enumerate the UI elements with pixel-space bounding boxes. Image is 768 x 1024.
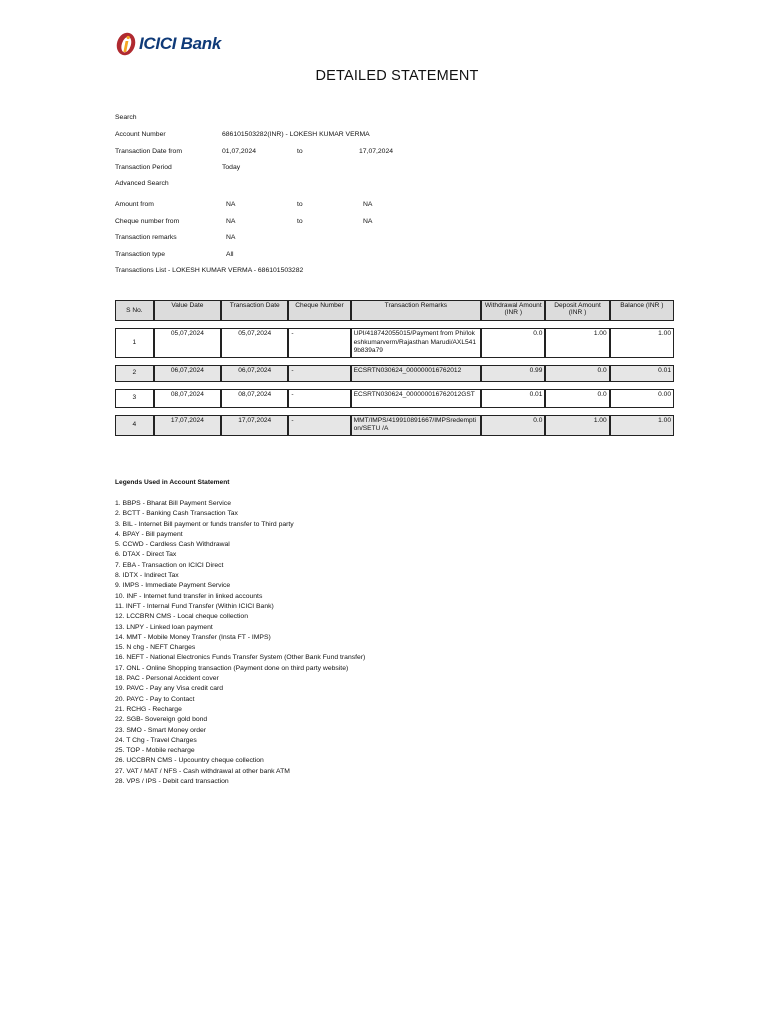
header-remarks: Transaction Remarks: [351, 300, 482, 321]
cell-withdrawal: 0.0: [481, 415, 545, 436]
type-label: Transaction type: [115, 251, 165, 258]
header-deposit: Deposit Amount (INR ): [545, 300, 609, 321]
cell-sno: 4: [115, 415, 154, 436]
cell-cheque: -: [288, 415, 350, 436]
cell-cheque: -: [288, 389, 350, 408]
cell-deposit: 1.00: [545, 415, 609, 436]
list-item: 13. LNPY - Linked loan payment: [115, 623, 213, 631]
list-item: 11. INFT - Internal Fund Transfer (Within ICICI Bank): [115, 602, 274, 610]
list-item: 28. VPS / IPS - Debit card transaction: [115, 778, 229, 786]
list-item: 6. DTAX - Direct Tax: [115, 551, 177, 559]
cell-remarks: ECSRTN030624_000000016762012: [351, 365, 482, 382]
cell-balance: 0.01: [610, 365, 674, 382]
cell-txn-date: 08,07,2024: [221, 389, 288, 408]
cell-withdrawal: 0.0: [481, 328, 545, 358]
table-row: [115, 389, 674, 408]
list-item: 2. BCTT - Banking Cash Transaction Tax: [115, 510, 238, 518]
cell-sno: 1: [115, 328, 154, 358]
cell-balance: 1.00: [610, 415, 674, 436]
legends-list: [115, 499, 365, 787]
list-item: 19. PAVC - Pay any Visa credit card: [115, 685, 224, 693]
legends-title: Legends Used in Account Statement: [115, 479, 230, 486]
amount-to-label: to: [297, 201, 303, 208]
cell-sno: 3: [115, 389, 154, 408]
list-item: 4. BPAY - Bill payment: [115, 530, 183, 538]
account-label: Account Number: [115, 131, 166, 138]
header-txn-date: Transaction Date: [221, 300, 288, 321]
list-item: 20. PAYC - Pay to Contact: [115, 695, 195, 703]
bank-name: ICICI Bank: [139, 34, 222, 53]
type-value: All: [226, 251, 234, 258]
search-heading: Search: [115, 114, 137, 121]
icici-logo-icon: [115, 31, 137, 57]
amount-from-value: NA: [226, 201, 236, 208]
list-item: 3. BIL - Internet Bill payment or funds transfer to Third party: [115, 520, 294, 528]
cell-deposit: 0.0: [545, 389, 609, 408]
list-item: 16. NEFT - National Electronics Funds Transfer System (Other Bank Fund transfer): [115, 654, 366, 662]
cell-cheque: -: [288, 365, 350, 382]
list-item: 15. N chg - NEFT Charges: [115, 644, 196, 652]
cheque-to-label: to: [297, 218, 303, 225]
amount-to-value: NA: [363, 201, 373, 208]
list-item: 1. BBPS - Bharat Bill Payment Service: [115, 500, 231, 507]
list-item: 10. INF - Internet fund transfer in linked accounts: [115, 592, 263, 600]
cell-withdrawal: 0.01: [481, 389, 545, 408]
list-item: 26. UCCBRN CMS - Upcountry cheque collection: [115, 757, 264, 765]
header-sno: S No.: [115, 300, 154, 321]
cell-value-date: 17,07,2024: [154, 415, 221, 436]
cell-txn-date: 17,07,2024: [221, 415, 288, 436]
period-label: Transaction Period: [115, 164, 172, 171]
cell-withdrawal: 0.99: [481, 365, 545, 382]
list-item: 22. SGB- Sovereign gold bond: [115, 716, 208, 724]
cell-remarks: ECSRTN030624_000000016762012GST: [351, 389, 482, 408]
list-item: 18. PAC - Personal Accident cover: [115, 675, 219, 683]
period-value: Today: [222, 164, 241, 171]
list-item: 25. TOP - Mobile recharge: [115, 747, 195, 755]
header-cheque: Cheque Number: [288, 300, 350, 321]
cell-txn-date: 05,07,2024: [221, 328, 288, 358]
cell-value-date: 08,07,2024: [154, 389, 221, 408]
transactions-list-label: Transactions List - LOKESH KUMAR VERMA - 686101503282: [115, 267, 304, 274]
table-row: [115, 328, 674, 358]
list-item: 7. EBA - Transaction on ICICI Direct: [115, 561, 224, 569]
table-row: [115, 415, 674, 436]
remarks-label: Transaction remarks: [115, 234, 177, 241]
advanced-search-heading: Advanced Search: [115, 180, 169, 187]
cell-cheque: -: [288, 328, 350, 358]
table-header-row: [115, 300, 674, 321]
cell-remarks: MMT/IMPS/419910891667/IMPSredemption/SETU /A: [351, 415, 482, 436]
header-value-date: Value Date: [154, 300, 221, 321]
cell-balance: 0.00: [610, 389, 674, 408]
list-item: 14. MMT - Mobile Money Transfer (Insta FT - IMPS): [115, 633, 271, 641]
date-from-value: 01,07,2024: [222, 148, 257, 155]
transactions-table: [115, 300, 674, 436]
table-row: [115, 365, 674, 382]
list-item: 9. IMPS - Immediate Payment Service: [115, 582, 231, 590]
list-item: 8. IDTX - Indirect Tax: [115, 572, 179, 580]
cell-deposit: 0.0: [545, 365, 609, 382]
list-item: 23. SMO - Smart Money order: [115, 726, 207, 734]
page-title: DETAILED STATEMENT: [315, 68, 479, 84]
header-balance: Balance (INR ): [610, 300, 674, 321]
header-withdrawal: Withdrawal Amount (INR ): [481, 300, 545, 321]
cheque-to-value: NA: [363, 218, 373, 225]
cheque-label: Cheque number from: [115, 218, 180, 225]
cell-value-date: 05,07,2024: [154, 328, 221, 358]
list-item: 17. ONL - Online Shopping transaction (Payment done on third party website): [115, 664, 349, 672]
date-to-value: 17,07,2024: [359, 148, 394, 155]
list-item: 5. CCWD - Cardless Cash Withdrawal: [115, 541, 230, 549]
cheque-from-value: NA: [226, 218, 236, 225]
cell-balance: 1.00: [610, 328, 674, 358]
cell-sno: 2: [115, 365, 154, 382]
account-value: 686101503282(INR) - LOKESH KUMAR VERMA: [222, 131, 370, 138]
date-from-label: Transaction Date from: [115, 148, 182, 155]
cell-remarks: UPI/418742055015/Payment from Phi/lokeshkumarverm/Rajasthan Marudi/AXL5419b839a79: [351, 328, 482, 358]
date-to-label: to: [297, 148, 303, 155]
remarks-value: NA: [226, 234, 236, 241]
list-item: 24. T Chg - Travel Charges: [115, 736, 197, 744]
bank-logo: [115, 30, 221, 58]
amount-label: Amount from: [115, 201, 154, 208]
cell-value-date: 06,07,2024: [154, 365, 221, 382]
list-item: 21. RCHG - Recharge: [115, 705, 182, 713]
list-item: 12. LCCBRN CMS - Local cheque collection: [115, 613, 248, 621]
cell-txn-date: 06,07,2024: [221, 365, 288, 382]
list-item: 27. VAT / MAT / NFS - Cash withdrawal at other bank ATM: [115, 767, 290, 775]
cell-deposit: 1.00: [545, 328, 609, 358]
